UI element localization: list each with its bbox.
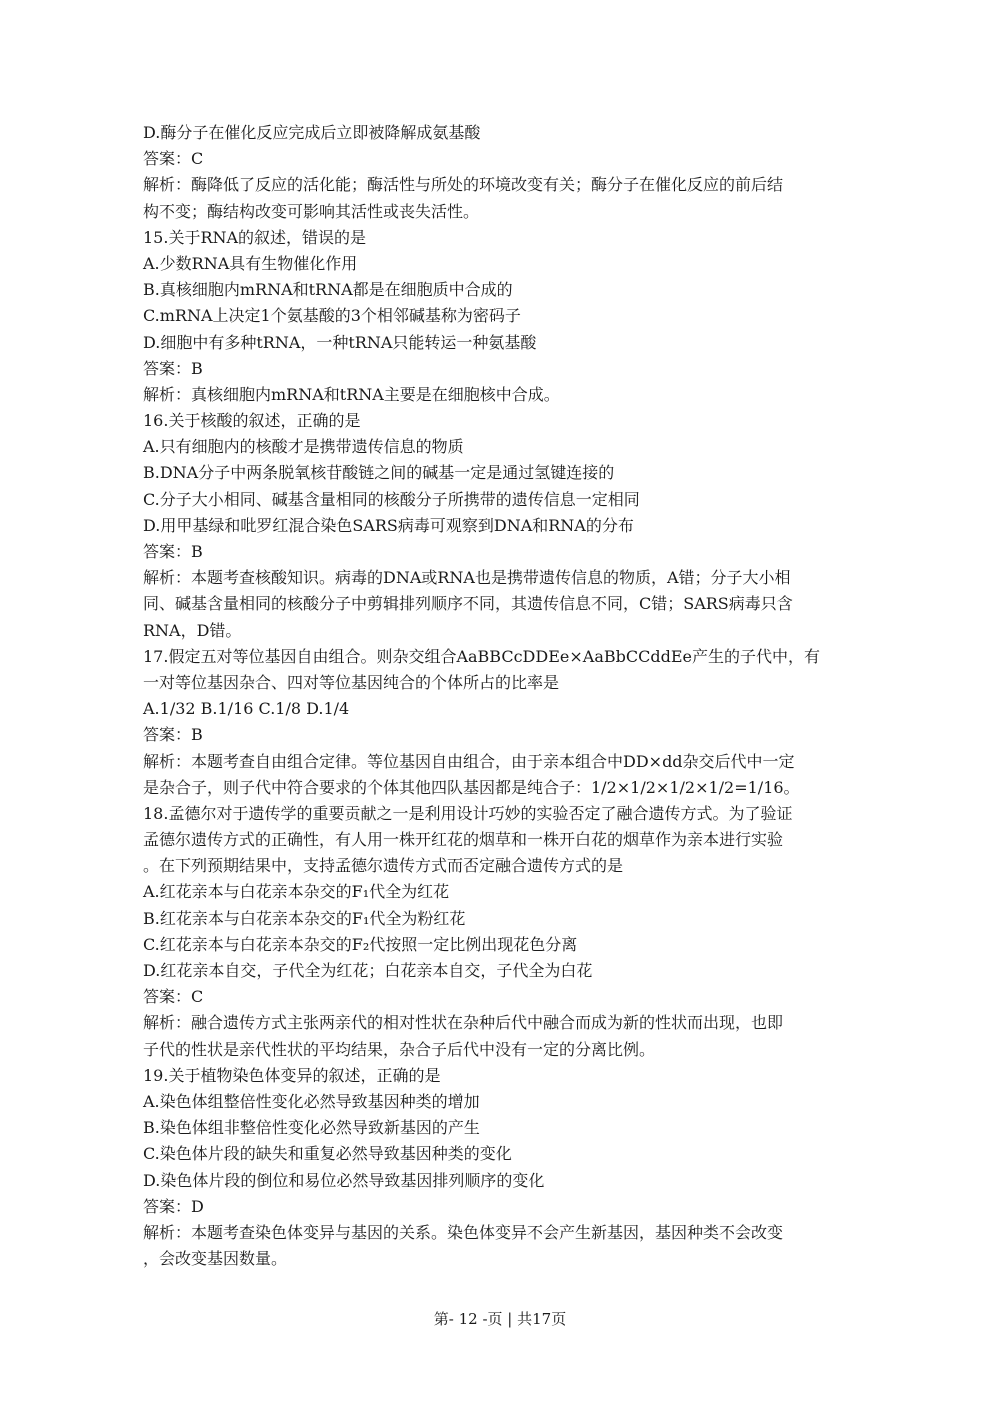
page-body: [143, 120, 863, 1272]
text-line: 解析：本题考查自由组合定律。等位基因自由组合，由于亲本组合中DD×dd杂交后代中一定: [143, 751, 795, 771]
text-line: 解析：本题考查染色体变异与基因的关系。染色体变异不会产生新基因，基因种类不会改变: [143, 1222, 784, 1242]
text-line: 解析：真核细胞内mRNA和tRNA主要是在细胞核中合成。: [143, 384, 560, 404]
text-line: B.真核细胞内mRNA和tRNA都是在细胞质中合成的: [143, 280, 513, 300]
text-line: 。在下列预期结果中，支持孟德尔遗传方式而否定融合遗传方式的是: [143, 856, 624, 876]
text-line: B.染色体组非整倍性变化必然导致新基因的产生: [143, 1118, 480, 1138]
text-line: 子代的性状是亲代性状的平均结果，杂合子后代中没有一定的分离比例。: [143, 1039, 656, 1059]
text-line: D.细胞中有多种tRNA，一种tRNA只能转运一种氨基酸: [143, 332, 537, 352]
text-line: A.红花亲本与白花亲本杂交的F₁代全为红花: [143, 882, 450, 902]
text-line: 答案：B: [143, 542, 203, 561]
text-line: 19.关于植物染色体变异的叙述，正确的是: [143, 1065, 441, 1085]
page-footer: 第- 12 -页 | 共17页: [433, 1310, 567, 1328]
text-line: 16.关于核酸的叙述，正确的是: [143, 411, 361, 431]
text-line: 解析：融合遗传方式主张两亲代的相对性状在杂种后代中融合而成为新的性状而出现，也即: [143, 1013, 784, 1033]
text-line: 15.关于RNA的叙述，错误的是: [143, 227, 367, 247]
text-line: D.染色体片段的倒位和易位必然导致基因排列顺序的变化: [143, 1170, 545, 1190]
text-line: 同、碱基含量相同的核酸分子中剪辑排列顺序不同，其遗传信息不同，C错；SARS病毒只含: [143, 594, 793, 614]
text-line: 解析：酶降低了反应的活化能；酶活性与所处的环境改变有关；酶分子在催化反应的前后结: [143, 175, 784, 195]
text-line: 是杂合子，则子代中符合要求的个体其他四队基因都是纯合子：1/2×1/2×1/2×1/2=1/16。: [143, 777, 800, 797]
text-line: C.分子大小相同、碱基含量相同的核酸分子所携带的遗传信息一定相同: [143, 489, 640, 509]
text-line: D.酶分子在催化反应完成后立即被降解成氨基酸: [143, 123, 481, 142]
text-line: ，会改变基因数量。: [143, 1249, 288, 1269]
text-line: 答案：B: [143, 725, 203, 745]
text-line: D.红花亲本自交，子代全为红花；白花亲本自交，子代全为白花: [143, 961, 593, 980]
text-line: 答案：C: [143, 149, 204, 169]
text-line: 孟德尔遗传方式的正确性，有人用一株开红花的烟草和一株开白花的烟草作为亲本进行实验: [143, 830, 784, 850]
text-line: 构不变；酶结构改变可影响其活性或丧失活性。: [143, 201, 480, 221]
text-line: 解析：本题考查核酸知识。病毒的DNA或RNA也是携带遗传信息的物质，A错；分子大小相: [143, 568, 791, 588]
text-line: C.mRNA上决定1个氨基酸的3个相邻碱基称为密码子: [143, 306, 521, 326]
text-line: C.红花亲本与白花亲本杂交的F₂代按照一定比例出现花色分离: [143, 934, 578, 954]
text-line: A.只有细胞内的核酸才是携带遗传信息的物质: [143, 437, 464, 457]
text-line: RNA，D错。: [143, 620, 242, 640]
text-line: B.DNA分子中两条脱氧核苷酸链之间的碱基一定是通过氢键连接的: [143, 463, 615, 483]
text-line: 一对等位基因杂合、四对等位基因纯合的个体所占的比率是: [143, 672, 560, 692]
text-line: 答案：C: [143, 987, 204, 1007]
text-line: C.染色体片段的缺失和重复必然导致基因种类的变化: [143, 1144, 512, 1164]
text-line: 17.假定五对等位基因自由组合。则杂交组合AaBBCcDDEe×AaBbCCddEe产生的子代中，有: [143, 646, 820, 666]
text-line: A.1/32 B.1/16 C.1/8 D.1/4: [143, 699, 350, 719]
text-line: A.少数RNA具有生物催化作用: [143, 253, 358, 273]
text-line: B.红花亲本与白花亲本杂交的F₁代全为粉红花: [143, 908, 466, 928]
text-line: 18.孟德尔对于遗传学的重要贡献之一是利用设计巧妙的实验否定了融合遗传方式。为了验证: [143, 803, 793, 823]
text-line: 答案：D: [143, 1196, 204, 1216]
text-line: 答案：B: [143, 358, 203, 378]
text-line: A.染色体组整倍性变化必然导致基因种类的增加: [143, 1091, 480, 1111]
text-line: D.用甲基绿和吡罗红混合染色SARS病毒可观察到DNA和RNA的分布: [143, 515, 634, 535]
